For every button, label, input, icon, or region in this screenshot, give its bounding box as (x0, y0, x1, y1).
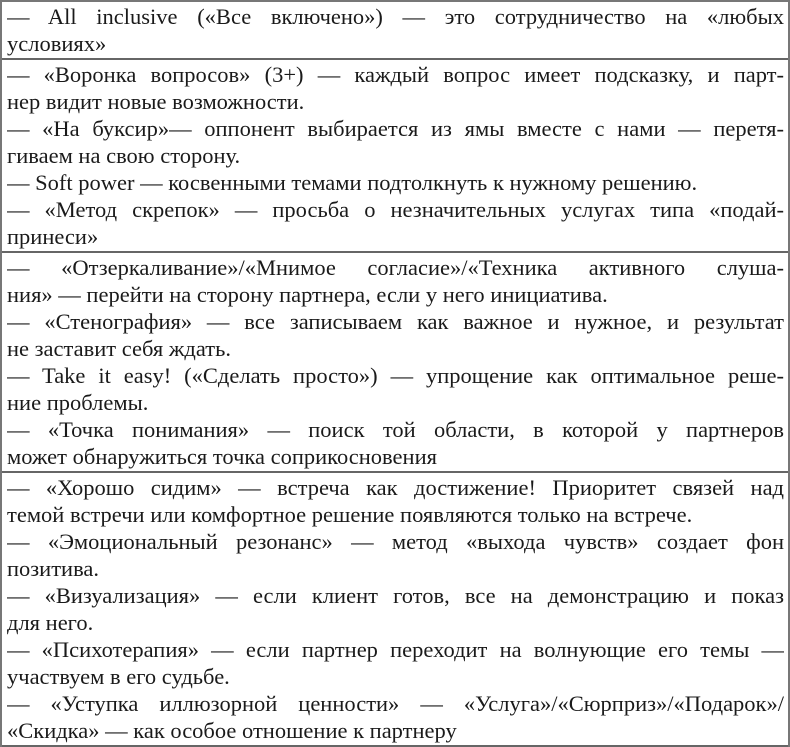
text-line: для него. (7, 610, 94, 635)
table-row (2, 2, 788, 60)
text-line: гиваем на свою сторону. (7, 143, 241, 168)
text-line: нер видит новые возможности. (7, 89, 305, 114)
text-line: темой встречи или комфортное решение появляются только на встрече. (7, 502, 693, 527)
text-line: участвуем в его судьбе. (7, 664, 230, 689)
text-line: — «Эмоциональный резонанс» — метод «выхода чувств» создает фон (7, 529, 784, 554)
table-row (2, 60, 788, 253)
text-line: — «Отзеркаливание»/«Мнимое согласие»/«Техника активного слуша- (7, 255, 784, 280)
text-line: — «Точка понимания» — поиск той области, в которой у партнеров (7, 417, 784, 442)
text-line: — Take it easy! («Сделать просто») — упрощение как оптимальное реше- (7, 363, 784, 388)
text-line: ния» — перейти на сторону партнера, если у него инициатива. (7, 282, 608, 307)
text-line: — «Психотерапия» — если партнер переходит на волнующие его темы — (7, 637, 784, 662)
text-line: — «Стенография» — все записываем как важное и нужное, и результат (7, 309, 784, 334)
text-line: — «Метод скрепок» — просьба о незначительных услугах типа «подай- (7, 197, 784, 222)
text-line: — Soft power — косвенными темами подтолкнуть к нужному решению. (7, 170, 698, 195)
text-line: — «Визуализация» — если клиент готов, все на демонстрацию и показ (7, 583, 784, 608)
text-line: — All inclusive («Все включено») — это сотрудничество на «любых (7, 4, 784, 29)
text-line: принеси» (7, 224, 99, 249)
text-line: — «На буксир»— оппонент выбирается из ямы вместе с нами — перетя- (7, 116, 784, 141)
text-line: ние проблемы. (7, 390, 149, 415)
table-row (2, 253, 788, 473)
text-line: условиях» (7, 31, 107, 56)
text-line: — «Хорошо сидим» — встреча как достижение! Приоритет связей над (7, 475, 784, 500)
text-line: не заставит себя ждать. (7, 336, 231, 361)
text-line: позитива. (7, 556, 100, 581)
text-line: — «Воронка вопросов» (3+) — каждый вопрос имеет подсказку, и парт- (7, 62, 784, 87)
table-row (2, 473, 788, 747)
text-line: может обнаружиться точка соприкосновения (7, 444, 437, 469)
text-line: — «Уступка иллюзорной ценности» — «Услуга»/«Сюрприз»/«Подарок»/ (7, 691, 784, 716)
text-line: «Скидка» — как особое отношение к партнеру (7, 718, 457, 743)
